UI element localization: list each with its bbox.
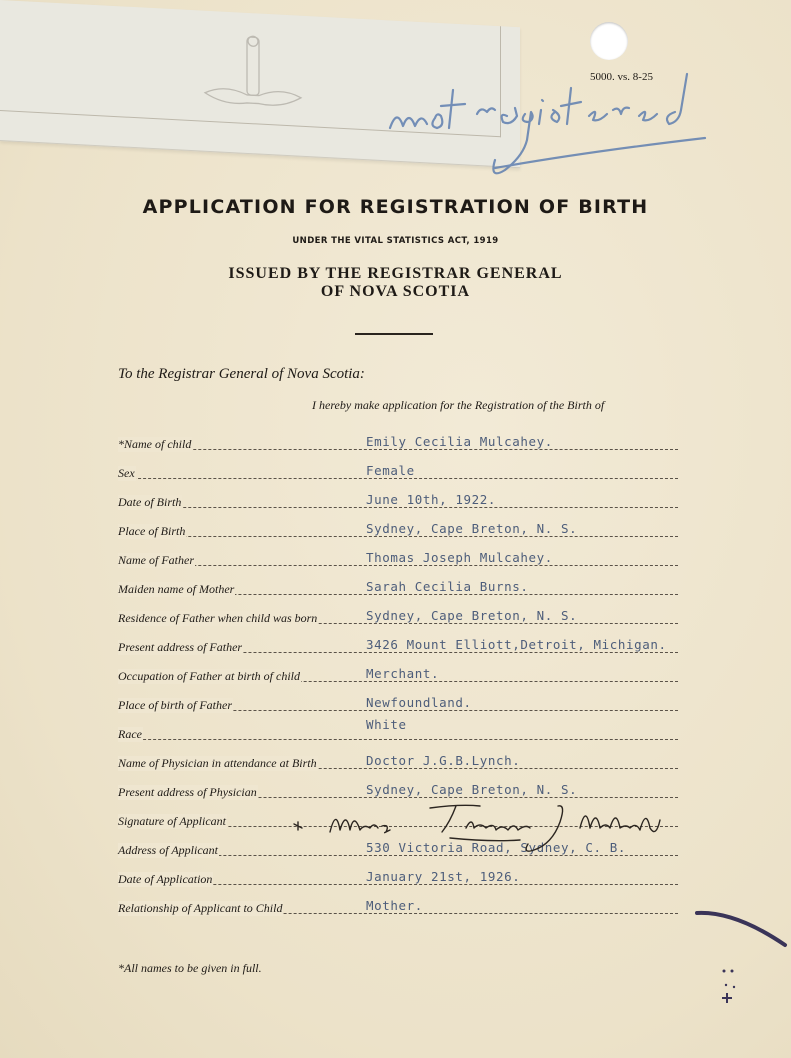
field-label: Place of birth of Father <box>118 698 232 712</box>
field-label: Name of Father <box>118 553 194 567</box>
field-value: Emily Cecilia Mulcahey. <box>366 434 553 449</box>
field-maiden-name-of-mother <box>118 577 678 597</box>
ink-smudge <box>695 905 790 955</box>
field-line <box>118 565 678 566</box>
field-line <box>118 507 678 508</box>
field-line <box>118 739 678 740</box>
field-relationship-of-applicant <box>118 896 678 916</box>
field-date-of-application <box>118 867 678 887</box>
field-label: Place of Birth <box>118 524 186 538</box>
field-label: Maiden name of Mother <box>118 582 235 596</box>
issuer-heading <box>0 265 791 301</box>
punch-hole <box>590 22 628 60</box>
field-sex <box>118 461 678 481</box>
embossed-cross-icon <box>195 30 315 136</box>
field-label: Name of Physician in attendance at Birth <box>118 756 317 770</box>
field-name-of-child <box>118 432 678 452</box>
field-label: Relationship of Applicant to Child <box>118 901 283 915</box>
form-title: APPLICATION FOR REGISTRATION OF BIRTH <box>142 196 649 218</box>
field-line <box>118 449 678 450</box>
field-label: Residence of Father when child was born <box>118 611 318 625</box>
field-value: Mother. <box>366 898 423 913</box>
margin-marks <box>718 965 748 1015</box>
field-value: Sydney, Cape Breton, N. S. <box>366 782 578 797</box>
field-value: White <box>366 717 407 732</box>
field-label: Address of Applicant <box>118 843 218 857</box>
field-label: *Name of child <box>118 437 192 451</box>
field-label: Present address of Father <box>118 640 243 654</box>
field-value: Merchant. <box>366 666 440 681</box>
field-label: Present address of Physician <box>118 785 257 799</box>
field-present-address-of-physician <box>118 780 678 800</box>
form-number: 5000. vs. 8-25 <box>590 71 653 83</box>
pencil-annotation-not-registered <box>385 60 745 190</box>
field-value: 3426 Mount Elliott,Detroit, Michigan. <box>366 637 667 652</box>
field-value: June 10th, 1922. <box>366 492 497 507</box>
field-label: Occupation of Father at birth of child <box>118 669 300 683</box>
field-place-of-birth-of-father <box>118 693 678 713</box>
issuer-line-2: OF NOVA SCOTIA <box>320 283 471 300</box>
field-label: Signature of Applicant <box>118 814 226 828</box>
form-subtitle: UNDER THE VITAL STATISTICS ACT, 1919 <box>292 236 499 246</box>
field-value: January 21st, 1926. <box>366 869 521 884</box>
field-label: Date of Birth <box>118 495 182 509</box>
field-present-address-of-father <box>118 635 678 655</box>
field-label: Race <box>118 727 142 741</box>
field-value: Sydney, Cape Breton, N. S. <box>366 608 578 623</box>
heading-divider <box>355 333 433 335</box>
intro-statement: I hereby make application for the Registration of the Birth of <box>312 398 605 412</box>
field-value: Doctor J.G.B.Lynch. <box>366 753 521 768</box>
field-value: Female <box>366 463 415 478</box>
issuer-line-1: ISSUED BY THE REGISTRAR GENERAL <box>228 265 563 282</box>
field-value: Thomas Joseph Mulcahey. <box>366 550 553 565</box>
applicant-signature <box>290 798 670 860</box>
field-name-of-physician <box>118 751 678 771</box>
field-race <box>118 717 678 742</box>
field-date-of-birth <box>118 490 678 510</box>
field-line <box>118 478 678 479</box>
field-label: Sex <box>118 466 135 480</box>
field-name-of-father <box>118 548 678 568</box>
field-value: Sarah Cecilia Burns. <box>366 579 529 594</box>
salutation: To the Registrar General of Nova Scotia: <box>118 366 365 382</box>
field-place-of-birth <box>118 519 678 539</box>
field-value: 530 Victoria Road, Sydney, C. B. <box>366 840 627 855</box>
field-occupation-of-father <box>118 664 678 684</box>
field-value: Newfoundland. <box>366 695 472 710</box>
field-value: Sydney, Cape Breton, N. S. <box>366 521 578 536</box>
field-label: Date of Application <box>118 872 213 886</box>
field-line <box>118 536 678 537</box>
footnote: *All names to be given in full. <box>118 961 262 975</box>
field-residence-of-father <box>118 606 678 626</box>
